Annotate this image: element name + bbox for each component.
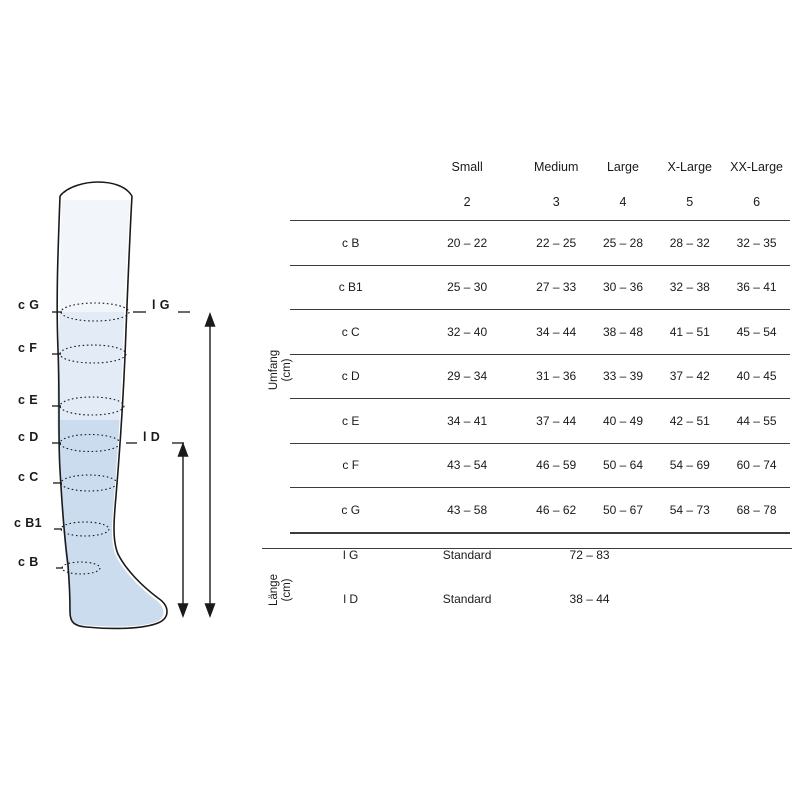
leg-label-cc: c C (18, 470, 39, 484)
length-ld-spacer1 (656, 577, 723, 621)
cell-cc-medium: 34 – 44 (523, 310, 590, 355)
length-value-ld: 38 – 44 (569, 591, 610, 606)
length-value-lg: 72 – 83 (523, 533, 657, 578)
table-row (290, 265, 790, 310)
row-label-ce: c E (290, 399, 411, 444)
cell-cc-xlarge: 41 – 51 (656, 310, 723, 355)
cell-cf-xxlarge: 60 – 74 (723, 443, 790, 488)
length-ld-spacer2 (723, 577, 790, 621)
table-row (290, 399, 790, 444)
table-header-names (290, 150, 790, 184)
length-lg-spacer2 (723, 533, 790, 578)
cell-cf-large: 50 – 64 (590, 443, 657, 488)
cell-ce-small: 34 – 41 (411, 399, 522, 444)
leg-label-ce: c E (18, 393, 38, 407)
table-row (290, 310, 790, 355)
size-number-2: 2 (463, 195, 471, 209)
group-caption-circumference (268, 310, 294, 430)
size-number-3: 3 (552, 195, 560, 209)
size-name-large: Large (606, 160, 639, 174)
leg-diagram (0, 0, 300, 800)
cell-ce-xxlarge: 44 – 55 (723, 399, 790, 444)
cell-cb1-xxlarge: 36 – 41 (723, 265, 790, 310)
table-row (290, 221, 790, 266)
table-row (290, 354, 790, 399)
cell-cd-medium: 31 – 36 (523, 354, 590, 399)
length-pointer-dashes (126, 312, 190, 443)
length-section-divider (262, 548, 792, 549)
cell-cf-medium: 46 – 59 (523, 443, 590, 488)
row-label-cf: c F (290, 443, 411, 488)
size-table-area (262, 150, 792, 650)
cell-ce-xlarge: 42 – 51 (656, 399, 723, 444)
row-label-cg: c G (290, 488, 411, 533)
size-number-5: 5 (686, 195, 694, 209)
size-name-x-large: X-Large (667, 160, 713, 174)
row-label-cc: c C (290, 310, 411, 355)
cell-cd-xlarge: 37 – 42 (656, 354, 723, 399)
leg-label-ld: l D (143, 430, 161, 444)
leg-label-lg: l G (152, 298, 170, 312)
cell-cc-small: 32 – 40 (411, 310, 522, 355)
cell-cb1-medium: 27 – 33 (523, 265, 590, 310)
thigh-fill (0, 190, 300, 320)
leg-diagram-svg (0, 0, 300, 800)
header-number-spacer (290, 184, 411, 221)
cell-cg-xxlarge: 68 – 78 (723, 488, 790, 533)
cell-cb1-xlarge: 32 – 38 (656, 265, 723, 310)
cell-cb1-small: 25 – 30 (411, 265, 522, 310)
leg-label-cb: c B (18, 555, 39, 569)
row-label-cb: c B (290, 221, 411, 266)
length-row-lg (290, 533, 790, 578)
length-code-lg: l G (290, 533, 411, 578)
table-header-numbers (290, 184, 790, 221)
cell-cf-small: 43 – 54 (411, 443, 522, 488)
group-caption-circumference-line2: (cm) (281, 358, 294, 382)
cell-cb-xlarge: 28 – 32 (656, 221, 723, 266)
cell-ce-large: 40 – 49 (590, 399, 657, 444)
leg-label-cd: c D (18, 430, 39, 444)
cell-cd-large: 33 – 39 (590, 354, 657, 399)
cell-cd-small: 29 – 34 (411, 354, 522, 399)
cell-cb-large: 25 – 28 (590, 221, 657, 266)
header-spacer (290, 150, 411, 184)
size-name-medium: Medium (533, 160, 579, 174)
leg-label-cb1: c B1 (14, 516, 43, 530)
leg-fill (0, 300, 300, 700)
cell-cc-large: 38 – 48 (590, 310, 657, 355)
length-row-ld (290, 577, 790, 621)
cell-cg-xlarge: 54 – 73 (656, 488, 723, 533)
table-row (290, 488, 790, 533)
cell-cg-small: 43 – 58 (411, 488, 522, 533)
cell-cg-medium: 46 – 62 (523, 488, 590, 533)
length-code-ld: l D (343, 591, 359, 606)
group-caption-length-line2: (cm) (281, 578, 294, 602)
group-caption-circumference-line1: Umfang (268, 349, 280, 391)
cell-cc-xxlarge: 45 – 54 (723, 310, 790, 355)
size-number-4: 4 (619, 195, 627, 209)
group-caption-length-line1: Länge (268, 574, 280, 606)
leg-label-cg: c G (18, 298, 40, 312)
cell-cd-xxlarge: 40 – 45 (723, 354, 790, 399)
cell-cb-xxlarge: 32 – 35 (723, 221, 790, 266)
ld-dimension-arrow (179, 444, 188, 616)
size-name-small: Small (451, 160, 483, 174)
leg-label-cf: c F (18, 341, 38, 355)
group-caption-length (268, 550, 294, 630)
table-row (290, 443, 790, 488)
cell-cf-xlarge: 54 – 69 (656, 443, 723, 488)
size-name-xx-large: XX-Large (730, 160, 783, 174)
cell-cg-large: 50 – 67 (590, 488, 657, 533)
row-label-cd: c D (290, 354, 411, 399)
length-name-ld: Standard (442, 591, 492, 606)
size-number-6: 6 (753, 195, 761, 209)
cell-ce-medium: 37 – 44 (523, 399, 590, 444)
cell-cb-small: 20 – 22 (411, 221, 522, 266)
cell-cb1-large: 30 – 36 (590, 265, 657, 310)
lg-dimension-arrow (206, 314, 215, 616)
cell-cb-medium: 22 – 25 (523, 221, 590, 266)
length-name-lg: Standard (411, 533, 522, 578)
thigh-top-outline (60, 182, 132, 196)
length-lg-spacer1 (656, 533, 723, 578)
size-table (290, 150, 790, 621)
row-label-cb1: c B1 (290, 265, 411, 310)
